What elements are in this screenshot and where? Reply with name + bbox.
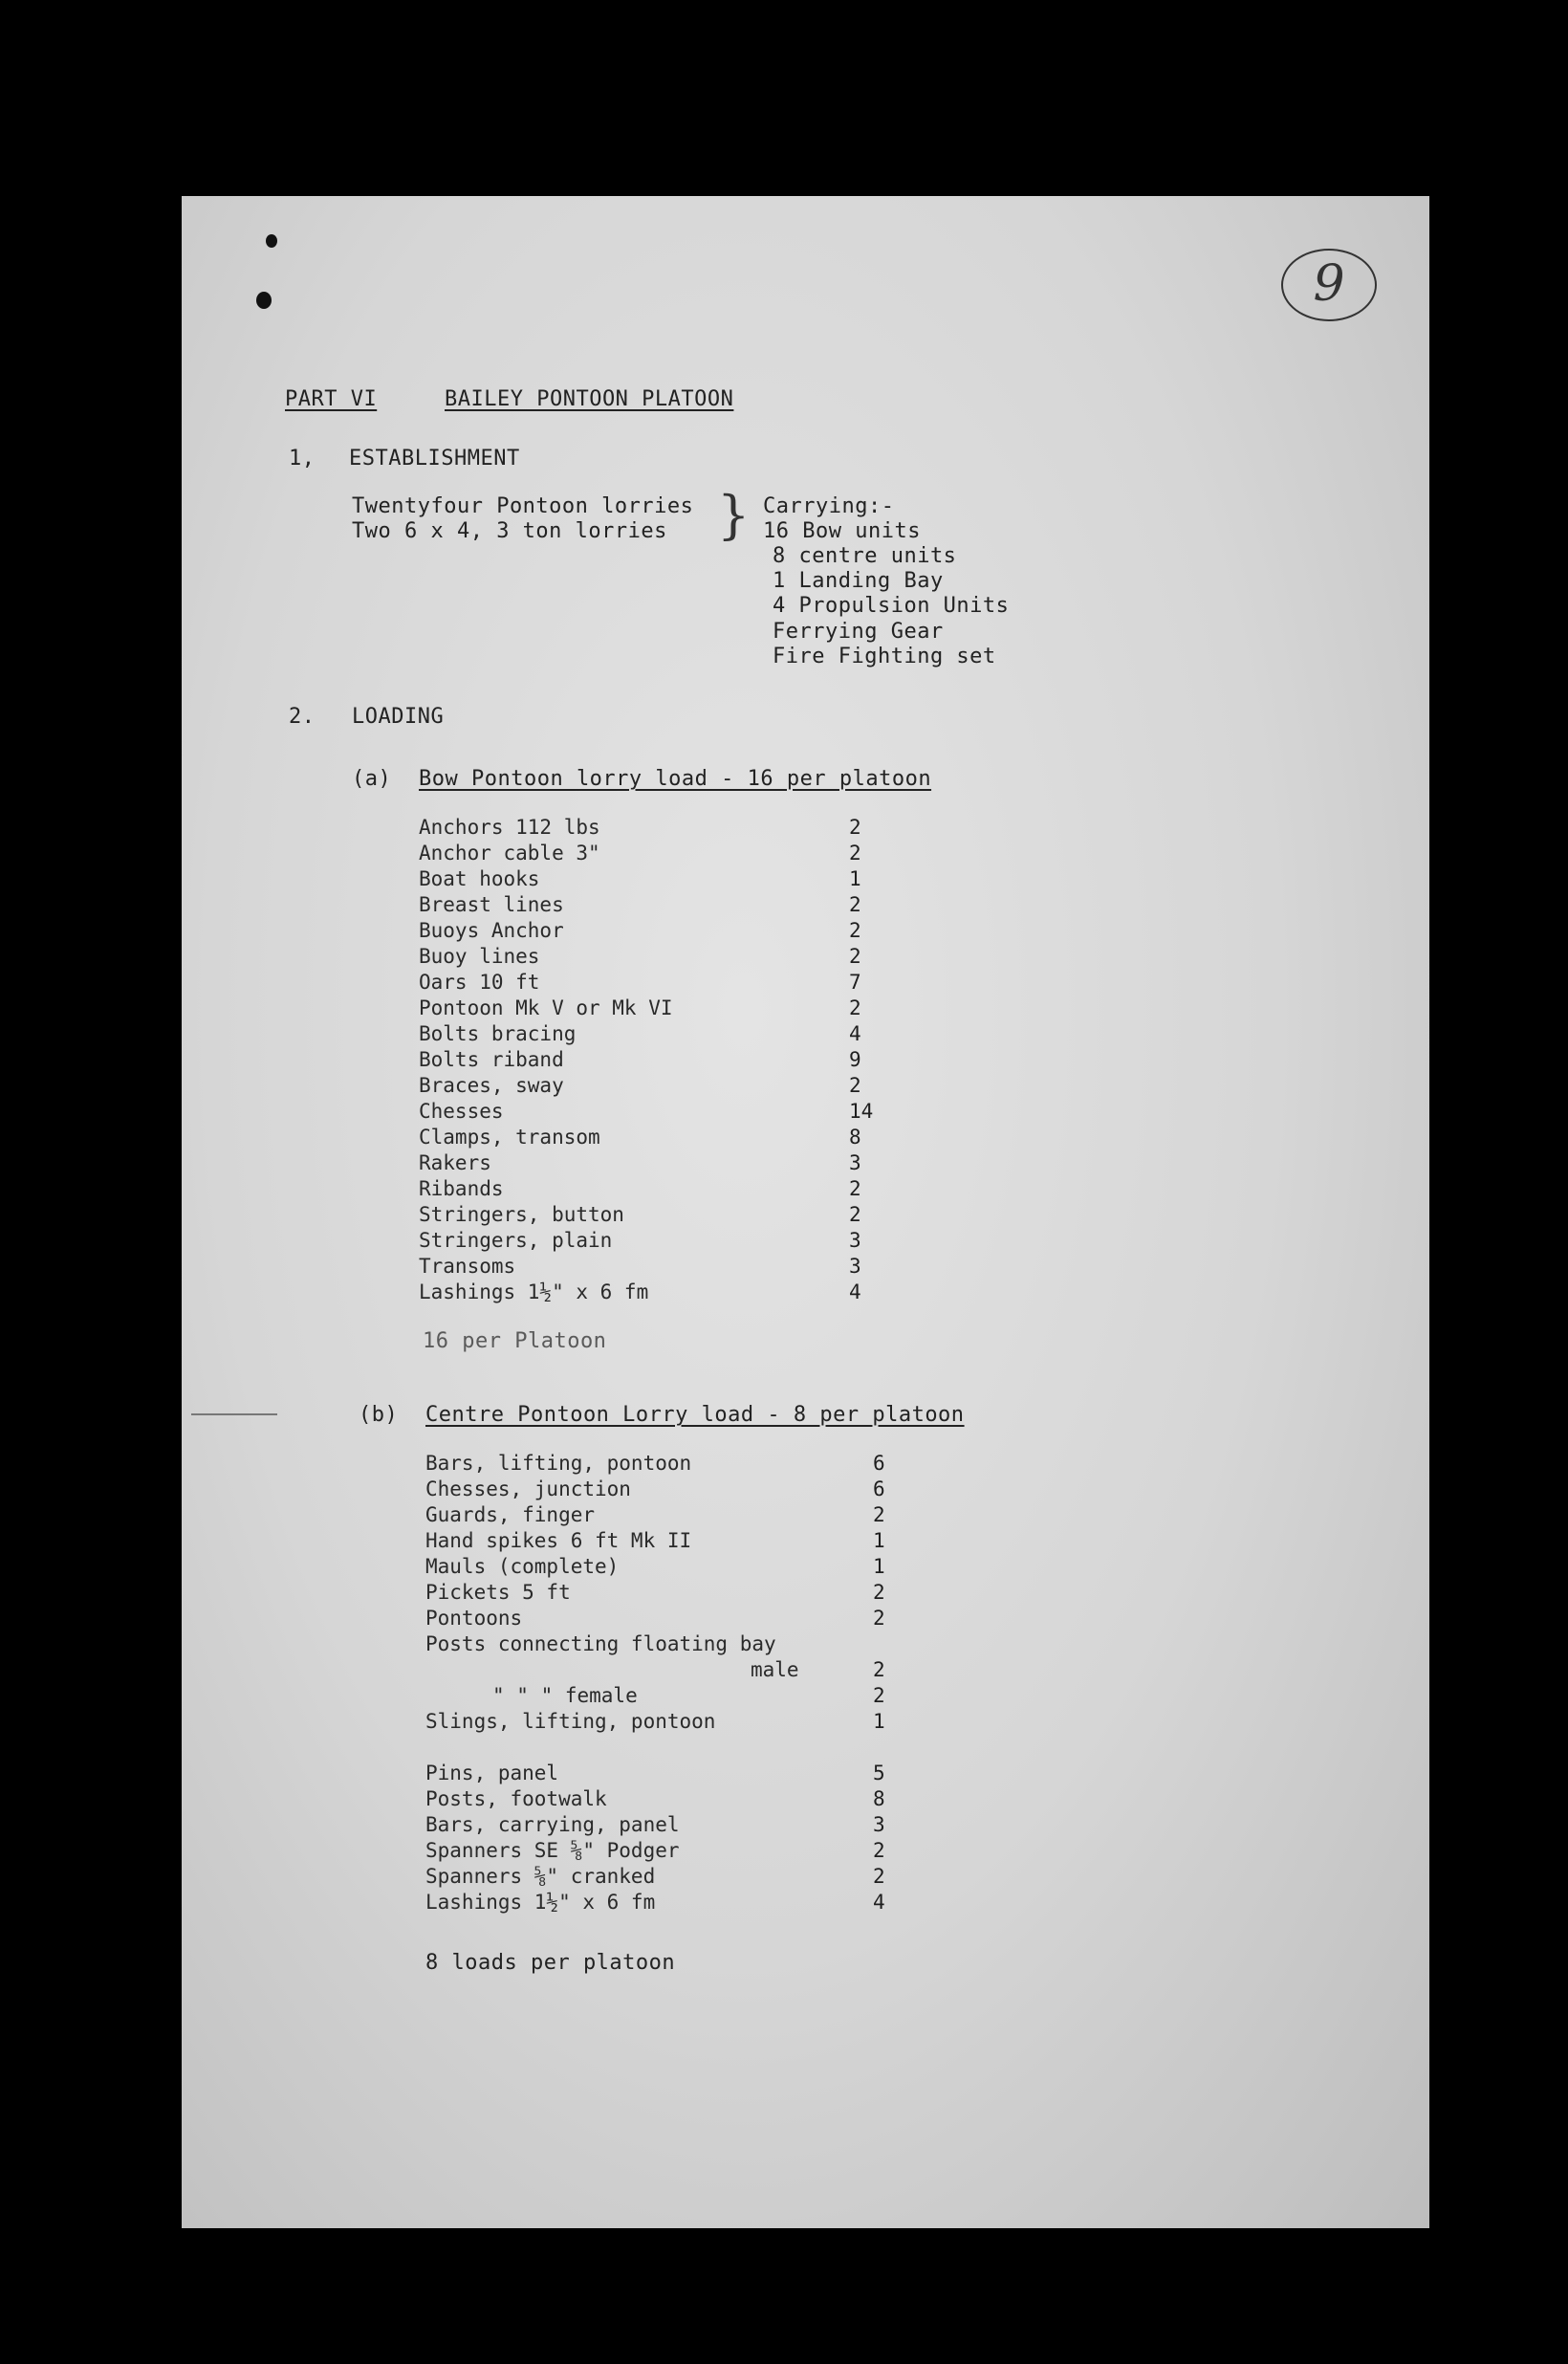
list-item (425, 1529, 904, 1555)
brace: } (717, 485, 751, 545)
item-name: Anchors 112 lbs (419, 816, 600, 839)
subsection-label: (b) (359, 1403, 399, 1427)
item-quantity: 4 (873, 1891, 885, 1914)
item-name: Pontoon Mk V or Mk VI (419, 996, 673, 1019)
carrying-line: Fire Fighting set (773, 645, 996, 668)
item-name: Guards, finger (425, 1503, 596, 1526)
list-item (419, 842, 897, 867)
item-name: " " " female (492, 1684, 638, 1707)
item-quantity: 2 (873, 1684, 885, 1707)
list-item (419, 919, 897, 945)
item-quantity: 3 (849, 1151, 861, 1174)
item-quantity: 7 (849, 971, 861, 994)
item-name: Lashings 1½" x 6 fm (425, 1891, 656, 1914)
item-name: Buoys Anchor (419, 919, 564, 942)
item-name: Posts connecting floating bay (425, 1632, 776, 1655)
list-item (425, 1762, 904, 1787)
item-quantity: 4 (849, 1280, 861, 1303)
document-title: BAILEY PONTOON PLATOON (445, 387, 734, 411)
item-name: Buoy lines (419, 945, 540, 968)
item-name: Mauls (complete) (425, 1555, 620, 1578)
item-list-centre (425, 1452, 904, 1916)
item-quantity: 2 (873, 1658, 885, 1681)
item-quantity: 3 (873, 1813, 885, 1836)
item-quantity: 1 (849, 867, 861, 890)
item-name: Bolts riband (419, 1048, 564, 1071)
item-quantity: 3 (849, 1229, 861, 1252)
list-item (425, 1632, 904, 1658)
item-name: Posts, footwalk (425, 1787, 607, 1810)
item-quantity: 2 (849, 945, 861, 968)
list-item (425, 1787, 904, 1813)
item-quantity: 2 (849, 1177, 861, 1200)
list-item (419, 1126, 897, 1151)
list-item (425, 1555, 904, 1581)
item-name: Hand spikes 6 ft Mk II (425, 1529, 692, 1552)
item-quantity: 2 (849, 919, 861, 942)
item-name: Oars 10 ft (419, 971, 540, 994)
item-name: Pontoons (425, 1607, 523, 1630)
item-name: Bars, lifting, pontoon (425, 1452, 692, 1475)
document-page (182, 196, 1429, 2228)
item-quantity: 6 (873, 1452, 885, 1475)
item-name: Pins, panel (425, 1762, 559, 1784)
list-item (419, 1255, 897, 1280)
section-heading: LOADING (352, 705, 445, 729)
list-item (425, 1684, 904, 1710)
list-item (425, 1607, 904, 1632)
list-item (419, 996, 897, 1022)
subsection-footer: 16 per Platoon (423, 1329, 607, 1353)
carrying-line: 16 Bow units (763, 519, 921, 543)
item-quantity: 2 (873, 1865, 885, 1888)
item-name: Stringers, button (419, 1203, 624, 1226)
list-item (419, 1074, 897, 1100)
list-item (419, 867, 897, 893)
item-quantity: 2 (849, 816, 861, 839)
list-item (425, 1865, 904, 1891)
item-name: Anchor cable 3" (419, 842, 600, 865)
item-name: Bars, carrying, panel (425, 1813, 680, 1836)
list-item (425, 1710, 904, 1736)
carrying-line: Carrying:- (763, 494, 895, 518)
item-name: Breast lines (419, 893, 564, 916)
item-quantity: 1 (873, 1529, 885, 1552)
item-name: Slings, lifting, pontoon (425, 1710, 716, 1733)
item-quantity: 9 (849, 1048, 861, 1071)
item-quantity: 6 (873, 1478, 885, 1500)
vehicle-line: Two 6 x 4, 3 ton lorries (352, 519, 667, 543)
page-number: 9 (1281, 249, 1377, 321)
item-name: Pickets 5 ft (425, 1581, 571, 1604)
list-item (419, 1048, 897, 1074)
item-list-bow (419, 816, 897, 1306)
list-item (425, 1736, 904, 1762)
item-quantity: 1 (873, 1710, 885, 1733)
item-name: Braces, sway (419, 1074, 564, 1097)
carrying-line: 8 centre units (773, 544, 957, 568)
item-quantity: 2 (849, 996, 861, 1019)
list-item (419, 1022, 897, 1048)
item-quantity: 5 (873, 1762, 885, 1784)
subsection-footer: 8 loads per platoon (425, 1951, 676, 1975)
list-item (419, 1100, 897, 1126)
item-quantity: 2 (849, 1203, 861, 1226)
vehicle-line: Twentyfour Pontoon lorries (352, 494, 694, 518)
item-name: male (751, 1658, 799, 1681)
list-item (419, 971, 897, 996)
subsection-label: (a) (352, 767, 392, 791)
list-item (425, 1581, 904, 1607)
subsection-title: Bow Pontoon lorry load - 16 per platoon (419, 767, 932, 791)
punch-mark (266, 234, 277, 248)
list-item (419, 945, 897, 971)
item-name: Clamps, transom (419, 1126, 600, 1149)
item-quantity: 2 (873, 1839, 885, 1862)
subsection-title: Centre Pontoon Lorry load - 8 per platoon (425, 1403, 965, 1427)
item-name: Spanners ⅝" cranked (425, 1865, 656, 1888)
item-quantity: 4 (849, 1022, 861, 1045)
item-name: Rakers (419, 1151, 491, 1174)
list-item (419, 1280, 897, 1306)
item-quantity: 3 (849, 1255, 861, 1278)
list-item (419, 1177, 897, 1203)
carrying-line: 1 Landing Bay (773, 569, 944, 593)
list-item (425, 1658, 904, 1684)
item-quantity: 2 (849, 1074, 861, 1097)
list-item (425, 1813, 904, 1839)
item-quantity: 2 (873, 1581, 885, 1604)
item-name: Chesses, junction (425, 1478, 631, 1500)
item-quantity: 2 (873, 1503, 885, 1526)
margin-line (191, 1413, 277, 1415)
item-name: Transoms (419, 1255, 516, 1278)
item-name: Bolts bracing (419, 1022, 577, 1045)
section-heading: ESTABLISHMENT (349, 447, 520, 471)
list-item (419, 1229, 897, 1255)
item-quantity: 2 (849, 893, 861, 916)
list-item (419, 1151, 897, 1177)
carrying-line: 4 Propulsion Units (773, 594, 1010, 618)
item-quantity: 8 (849, 1126, 861, 1149)
list-item (425, 1839, 904, 1865)
list-item (425, 1891, 904, 1916)
list-item (425, 1452, 904, 1478)
item-quantity: 14 (849, 1100, 874, 1123)
list-item (425, 1503, 904, 1529)
item-quantity: 1 (873, 1555, 885, 1578)
list-item (419, 816, 897, 842)
item-name: Chesses (419, 1100, 504, 1123)
section-number: 1, (289, 447, 316, 471)
list-item (425, 1478, 904, 1503)
item-quantity: 8 (873, 1787, 885, 1810)
item-name: Spanners SE ⅝" Podger (425, 1839, 680, 1862)
item-quantity: 2 (849, 842, 861, 865)
punch-mark (256, 292, 272, 309)
item-name: Stringers, plain (419, 1229, 613, 1252)
part-label: PART VI (285, 387, 378, 411)
list-item (419, 1203, 897, 1229)
item-quantity: 2 (873, 1607, 885, 1630)
list-item (419, 893, 897, 919)
carrying-line: Ferrying Gear (773, 620, 944, 644)
item-name: Ribands (419, 1177, 504, 1200)
item-name: Lashings 1½" x 6 fm (419, 1280, 649, 1303)
item-name: Boat hooks (419, 867, 540, 890)
section-number: 2. (289, 705, 316, 729)
